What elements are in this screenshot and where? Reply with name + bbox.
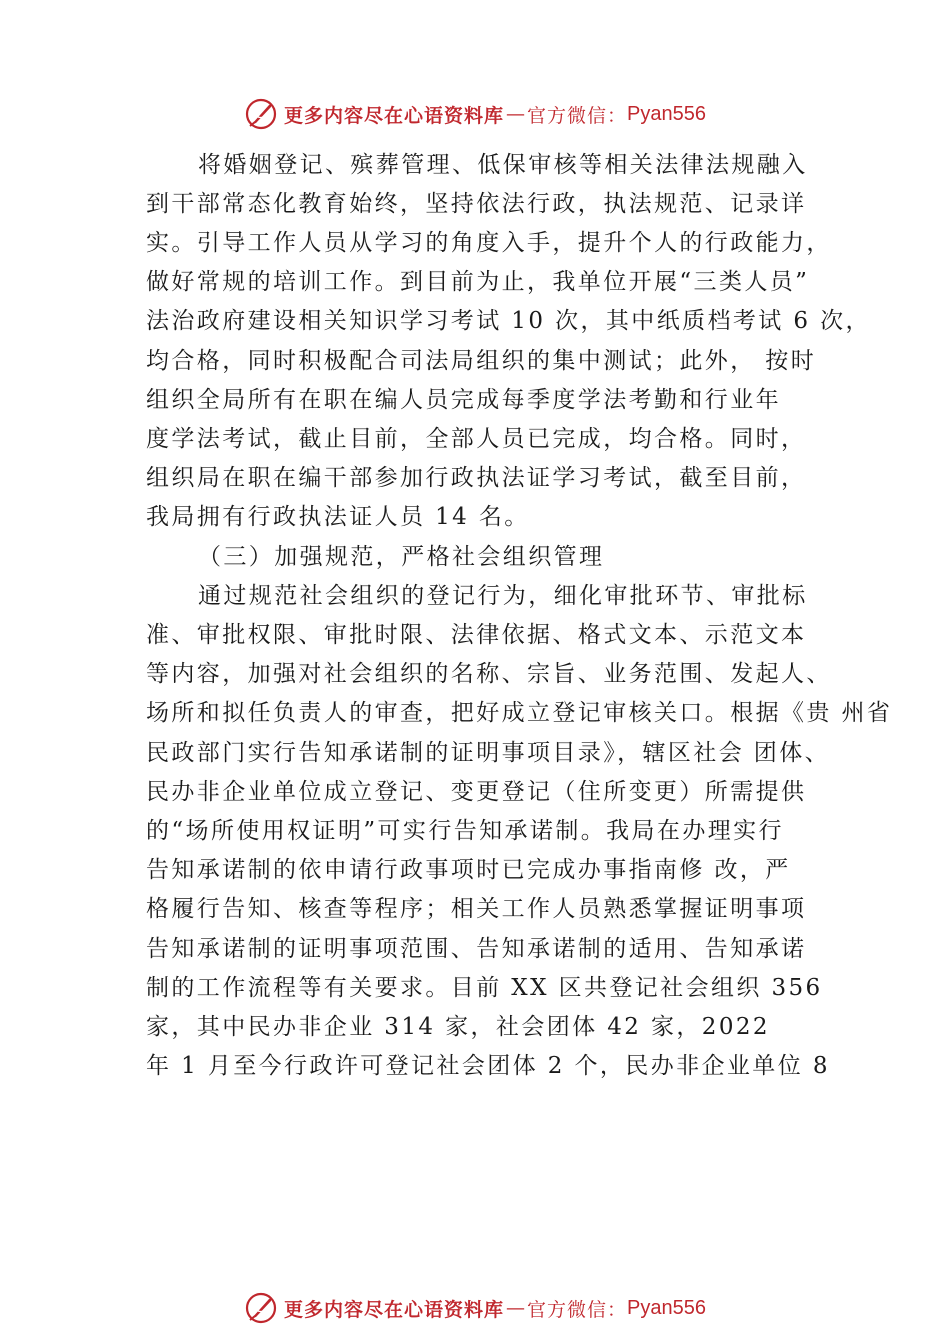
quill-pen-logo-icon — [244, 97, 278, 131]
paragraph-line: 法治政府建设相关知识学习考试 10 次，其中纸质档考试 6 次， — [146, 308, 871, 334]
paragraph-line: 度学法考试，截止目前，全部人员已完成，均合格。同时， — [146, 426, 807, 452]
banner-brand: 更多内容尽在心语资料库 — [284, 104, 505, 127]
paragraph-line: 民办非企业单位成立登记、变更登记（住所变更）所需提供 — [146, 779, 807, 805]
paragraph-line: 场所和拟任负责人的审查，把好成立登记审核关口。根据《贵 州省 — [146, 700, 893, 726]
paragraph-line: 组织局在职在编干部参加行政执法证学习考试，截至目前， — [146, 465, 807, 491]
paragraph-line: 均合格，同时积极配合司法局组织的集中测试；此外， 按时 — [146, 348, 817, 374]
banner-dash: — — [506, 1297, 526, 1319]
paragraph-line: 的“场所使用权证明”可实行告知承诺制。我局在办理实行 — [146, 818, 784, 844]
banner-wechat-id: Pyan556 — [627, 1296, 706, 1319]
paragraph-line: 告知承诺制的依申请行政事项时已完成办事指南修 改，严 — [146, 857, 791, 883]
paragraph-line: 制的工作流程等有关要求。目前 XX 区共登记社会组织 356 — [146, 975, 823, 1001]
header-banner — [0, 94, 950, 134]
paragraph-line: 等内容，加强对社会组织的名称、宗旨、业务范围、发起人、 — [146, 661, 832, 687]
paragraph-line: 民政部门实行告知承诺制的证明事项目录》，辖区社会 团体、 — [146, 740, 831, 766]
section-heading: （三）加强规范，严格社会组织管理 — [198, 544, 605, 570]
quill-pen-logo-icon — [244, 1291, 278, 1325]
paragraph-line: 家，其中民办非企业 314 家，社会团体 42 家，2022 — [146, 1014, 770, 1040]
footer-banner — [0, 1288, 950, 1328]
paragraph-line: 将婚姻登记、殡葬管理、低保审核等相关法律法规融入 — [198, 152, 808, 178]
banner-wechat-id: Pyan556 — [627, 102, 706, 125]
paragraph-line: 年 1 月至今行政许可登记社会团体 2 个，民办非企业单位 8 — [146, 1053, 830, 1079]
paragraph-line: 我局拥有行政执法证人员 14 名。 — [146, 504, 530, 530]
paragraph-line: 组织全局所有在职在编人员完成每季度学法考勤和行业年 — [146, 387, 781, 413]
paragraph-line: 通过规范社会组织的登记行为，细化审批环节、审批标 — [198, 583, 808, 609]
banner-official-label: 官方微信： — [527, 104, 628, 127]
paragraph-line: 做好常规的培训工作。到目前为止，我单位开展“三类人员” — [146, 269, 810, 295]
paragraph-line: 告知承诺制的证明事项范围、告知承诺制的适用、告知承诺 — [146, 936, 807, 962]
paragraph-line: 到干部常态化教育始终，坚持依法行政，执法规范、记录详 — [146, 191, 807, 217]
banner-dash: — — [506, 103, 526, 125]
paragraph-line: 格履行告知、核查等程序；相关工作人员熟悉掌握证明事项 — [146, 896, 807, 922]
paragraph-line: 实。引导工作人员从学习的角度入手，提升个人的行政能力， — [146, 230, 832, 256]
paragraph-line: 准、审批权限、审批时限、法律依据、格式文本、示范文本 — [146, 622, 807, 648]
banner-brand: 更多内容尽在心语资料库 — [284, 1298, 505, 1321]
banner-official-label: 官方微信： — [527, 1298, 628, 1321]
